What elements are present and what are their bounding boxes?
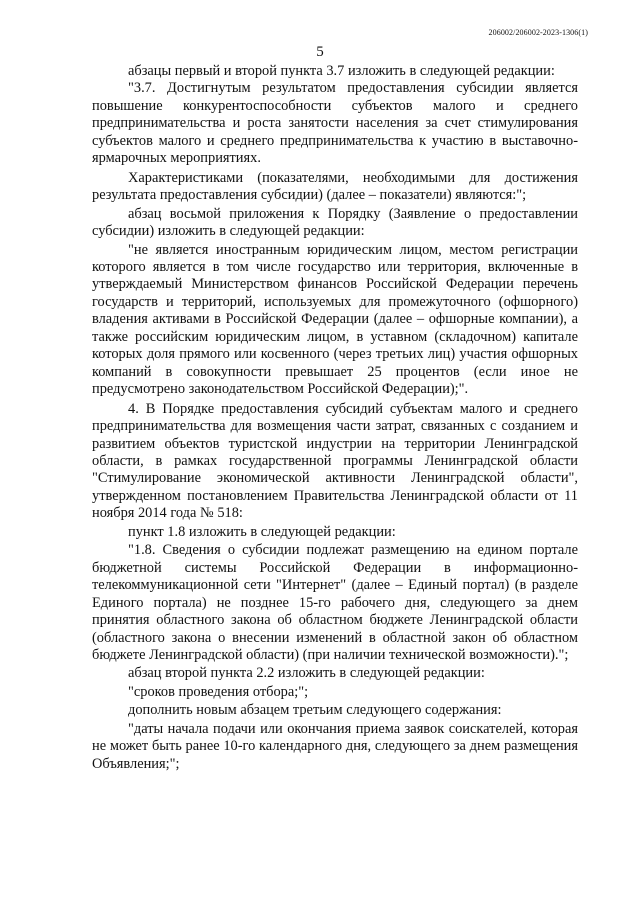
paragraph: "1.8. Сведения о субсидии подлежат размещению на едином портале бюджетной системы Российской Федерации в информационно-телекоммуникационной сети "Интернет" (далее – Единый портал) (в разделе Единого портала) не позднее 15-го рабочего дня, следующего за днем принятия областного закона об областном бюджете Ленинградской области (областного закона о внесении изменений в областной закон об областном бюджете Ленинградской области) (при наличии технической возможности)."; [92, 542, 578, 663]
paragraph: абзацы первый и второй пункта 3.7 изложить в следующей редакции: [128, 63, 555, 79]
paragraph: "даты начала подачи или окончания приема заявок соискателей, которая не может быть ранее 10-го календарного дня, следующего за днем размещения Объявления;"; [92, 720, 578, 772]
paragraph: "не является иностранным юридическим лицом, местом регистрации которого является в том числе государство или территория, включенные в утверждаемый Министерством финансов Российской Федерации перечень государств и территорий, используемых для промежуточного (офшорного) владения активами в Российской Федерации (далее – офшорные компании), а также российским юридическим лицом, в уставном (складочном) капитале которых доля прямого или косвенного (через третьих лиц) участия офшорных компаний в совокупности превышает 25 процентов (если иное не предусмотрено законодательством Российской Федерации);". [92, 241, 578, 398]
document-id: 206002/206002-2023-1306(1) [488, 28, 588, 37]
page-number: 5 [316, 44, 324, 60]
paragraph: абзац восьмой приложения к Порядку (Заявление о предоставлении субсидии) изложить в следующей редакции: [92, 205, 578, 240]
document-body [92, 63, 578, 773]
paragraph: 4. В Порядке предоставления субсидий субъектам малого и среднего предпринимательства для возмещения части затрат, связанных с созданием и развитием объектов туристской индустрии на территории Ленинградской области, в рамках государственной программы Ленинградской области "Стимулирование экономической активности Ленинградской области", утвержденном постановлением Правительства Ленинградской области от 11 ноября 2014 года № 518: [92, 400, 578, 522]
paragraph: "3.7. Достигнутым результатом предоставления субсидии является повышение конкурентоспособности субъектов малого и среднего предпринимательства и роста занятости населения за счет стимулирования субъектов малого и среднего предпринимательства к участию в выставочно-ярмарочных мероприятиях. [92, 80, 578, 167]
paragraph: "сроков проведения отбора;"; [128, 683, 309, 700]
paragraph: абзац второй пункта 2.2 изложить в следующей редакции: [128, 665, 485, 682]
paragraph: пункт 1.8 изложить в следующей редакции: [128, 523, 396, 540]
paragraph: дополнить новым абзацем третьим следующего содержания: [128, 702, 502, 719]
paragraph: Характеристиками (показателями, необходимыми для достижения результата предоставления субсидии) (далее – показатели) являются:"; [92, 169, 578, 204]
